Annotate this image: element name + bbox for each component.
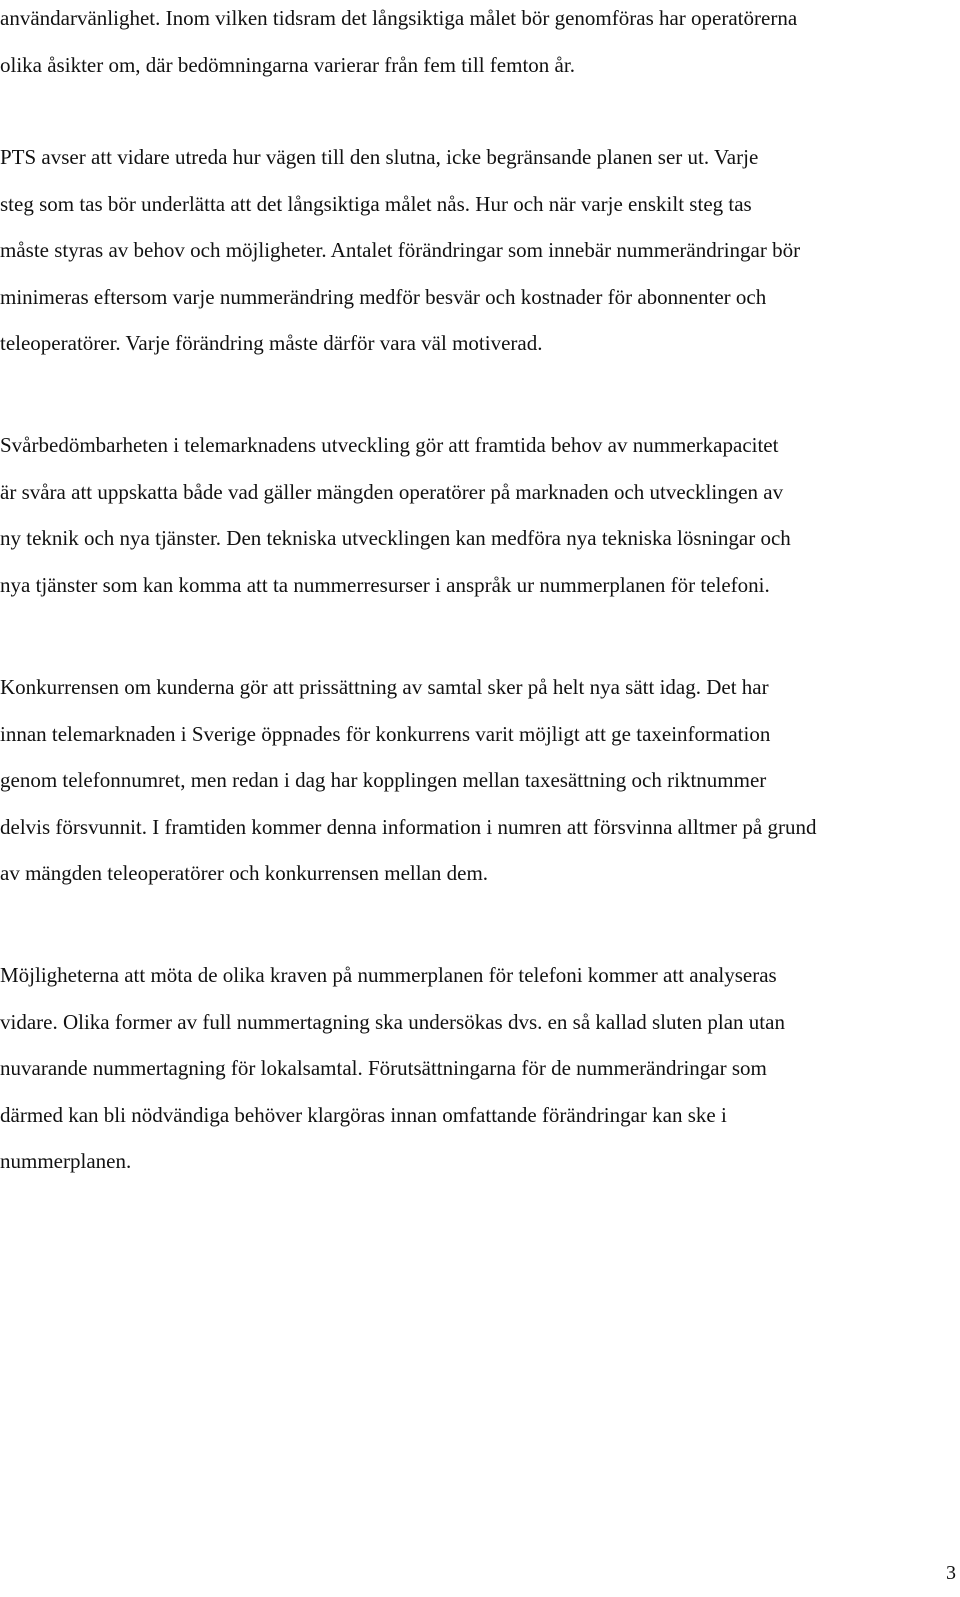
paragraph-line: olika åsikter om, där bedömningarna varierar från fem till femton år. [0,52,575,77]
paragraph-line: nya tjänster som kan komma att ta nummerresurser i anspråk ur nummerplanen för telefoni. [0,572,770,597]
paragraph-line: Svårbedömbarheten i telemarknadens utveckling gör att framtida behov av nummerkapacitet [0,433,779,457]
paragraph-line: delvis försvunnit. I framtiden kommer denna information i numren att försvinna alltmer på grund [0,814,817,839]
paragraph-analysis [0,952,945,1185]
paragraph-line: användarvänlighet. Inom vilken tidsram det långsiktiga målet bör genomföras har operatörerna [0,6,798,30]
page-number: 3 [946,1562,956,1584]
paragraph-line: teleoperatörer. Varje förändring måste därför vara väl motiverad. [0,331,543,355]
paragraph-line: måste styras av behov och möjligheter. Antalet förändringar som innebär nummerändringar bör [0,238,801,262]
paragraph-line: innan telemarknaden i Sverige öppnades för konkurrens varit möjligt att ge taxeinformation [0,721,771,746]
paragraph-line: nummerplanen. [0,1149,132,1173]
paragraph-line: PTS avser att vidare utreda hur vägen till den slutna, icke begränsande planen ser ut. Varje [0,145,759,169]
paragraph-line: därmed kan bli nödvändiga behöver klargöras innan omfattande förändringar kan ske i [0,1102,727,1127]
paragraph-line: genom telefonnumret, men redan i dag har kopplingen mellan taxesättning och riktnummer [0,768,767,792]
paragraph-pts-plan [0,134,945,367]
paragraph-line: Möjligheterna att möta de olika kraven på nummerplanen för telefoni kommer att analyseras [0,963,777,987]
paragraph-line: är svåra att uppskatta både vad gäller mängden operatörer på marknaden och utvecklingen av [0,479,784,504]
paragraph-line: av mängden teleoperatörer och konkurrensen mellan dem. [0,861,489,885]
paragraph-line: vidare. Olika former av full nummertagning ska undersökas dvs. en så kallad sluten plan utan [0,1009,785,1034]
paragraph-intro-continuation [0,0,945,88]
paragraph-line: Konkurrensen om kunderna gör att prissättning av samtal sker på helt nya sätt idag. Det har [0,675,769,699]
paragraph-market-development [0,422,945,608]
paragraph-competition [0,664,945,897]
paragraph-line: nuvarande nummertagning för lokalsamtal. Förutsättningarna för de nummerändringar som [0,1056,767,1080]
paragraph-line: minimeras eftersom varje nummerändring medför besvär och kostnader för abonnenter och [0,284,767,309]
paragraph-line: steg som tas bör underlätta att det långsiktiga målet nås. Hur och när varje enskilt steg tas [0,191,752,216]
paragraph-line: ny teknik och nya tjänster. Den tekniska utvecklingen kan medföra nya tekniska lösningar och [0,526,791,550]
